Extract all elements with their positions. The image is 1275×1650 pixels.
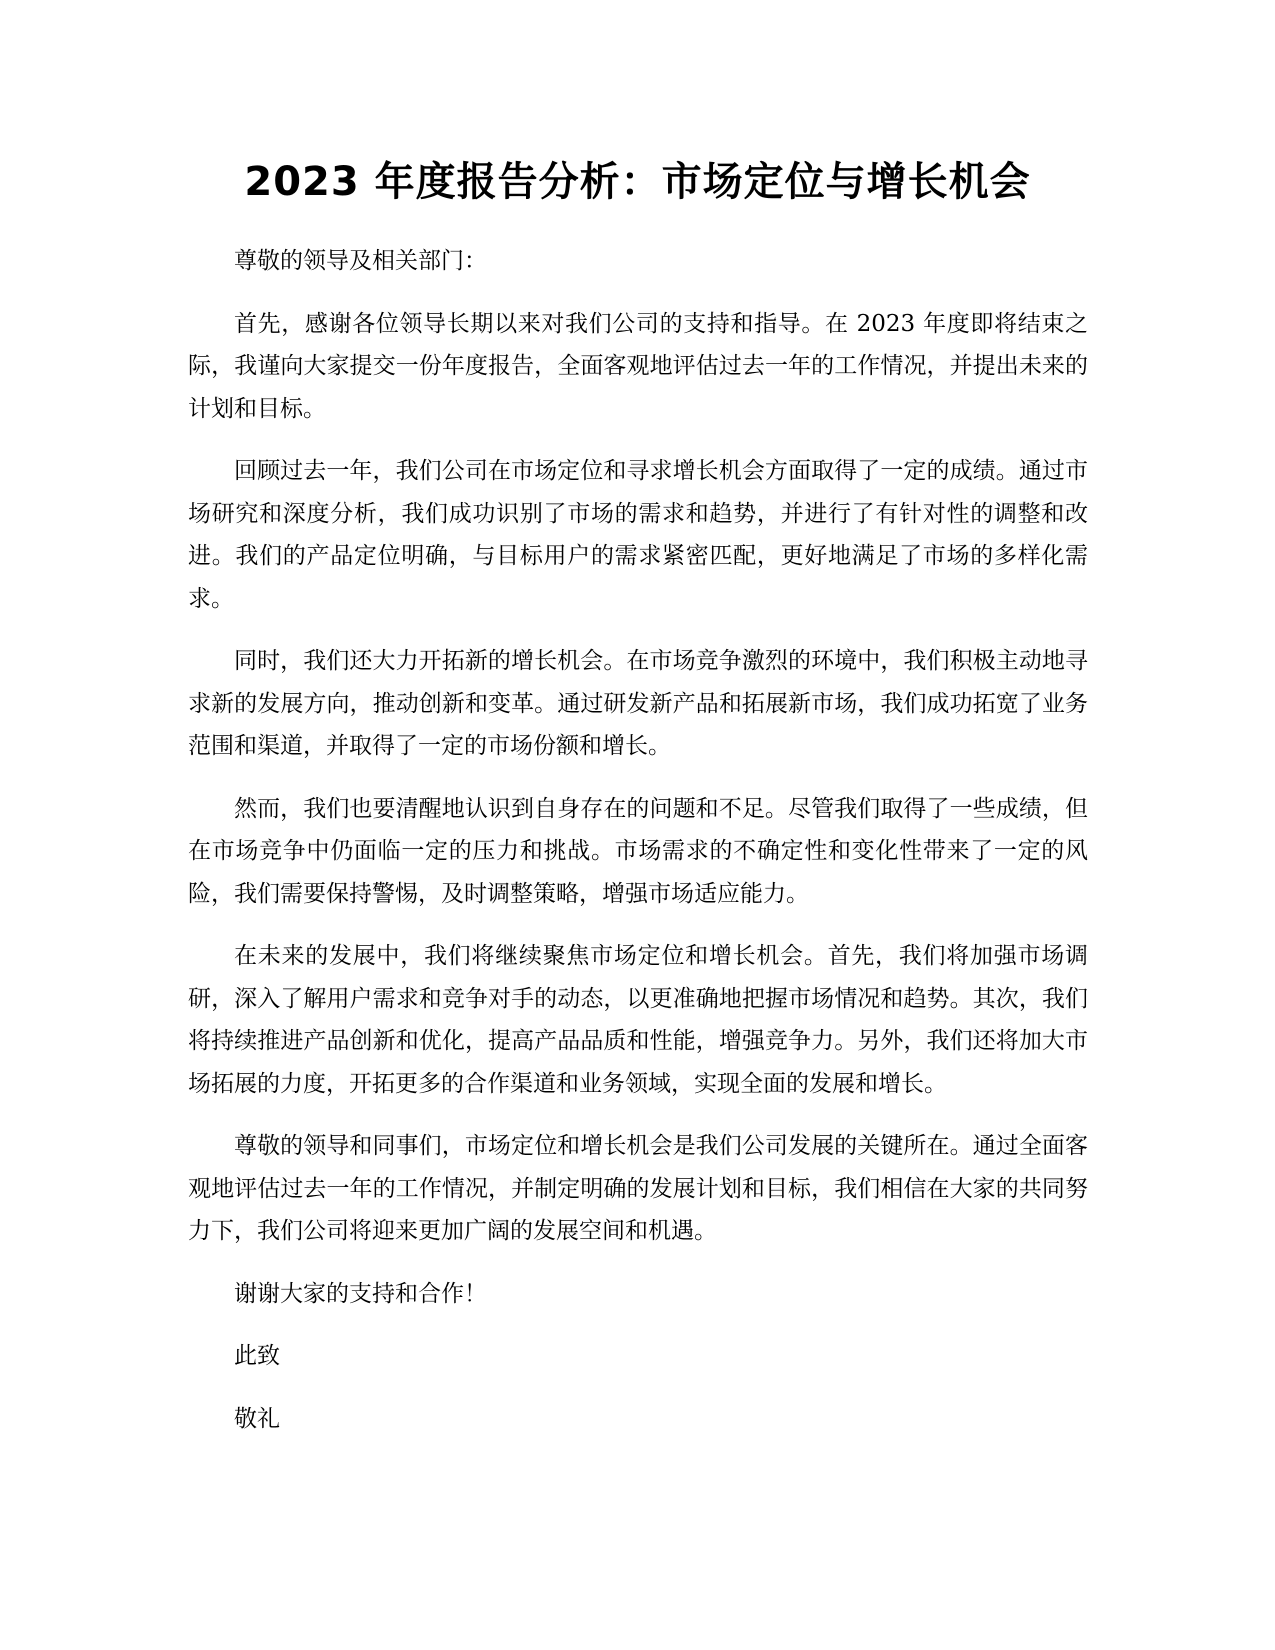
paragraph-growth: 同时，我们还大力开拓新的增长机会。在市场竞争激烈的环境中，我们积极主动地寻求新的发展方向，推动创新和变革。通过研发新产品和拓展新市场，我们成功拓宽了业务范围和渠道，并取得了一定的市场份额和增长。 <box>188 648 1088 759</box>
thanks-line: 谢谢大家的支持和合作！ <box>234 1280 487 1307</box>
paragraph-review: 回顾过去一年，我们公司在市场定位和寻求增长机会方面取得了一定的成绩。通过市场研究和深度分析，我们成功识别了市场的需求和趋势，并进行了有针对性的调整和改进。我们的产品定位明确，与目标用户的需求紧密匹配，更好地满足了市场的多样化需求。 <box>188 458 1088 612</box>
paragraph-future: 在未来的发展中，我们将继续聚焦市场定位和增长机会。首先，我们将加强市场调研，深入了解用户需求和竞争对手的动态，以更准确地把握市场情况和趋势。其次，我们将持续推进产品创新和优化，提高产品品质和性能，增强竞争力。另外，我们还将加大市场拓展的力度，开拓更多的合作渠道和业务领域，实现全面的发展和增长。 <box>188 943 1088 1097</box>
regards-line: 敬礼 <box>234 1405 280 1432</box>
paragraph-intro: 首先，感谢各位领导长期以来对我们公司的支持和指导。在 2023 年度即将结束之际，我谨向大家提交一份年度报告，全面客观地评估过去一年的工作情况，并提出未来的计划和目标。 <box>188 310 1088 422</box>
paragraph-challenges: 然而，我们也要清醒地认识到自身存在的问题和不足。尽管我们取得了一些成绩，但在市场竞争中仍面临一定的压力和挑战。市场需求的不确定性和变化性带来了一定的风险，我们需要保持警惕，及时调整策略，增强市场适应能力。 <box>188 795 1088 907</box>
document-title: 2023 年度报告分析：市场定位与增长机会 <box>244 159 1031 205</box>
closing-line: 此致 <box>234 1343 280 1369</box>
paragraph-conclusion: 尊敬的领导和同事们，市场定位和增长机会是我们公司发展的关键所在。通过全面客观地评估过去一年的工作情况，并制定明确的发展计划和目标，我们相信在大家的共同努力下，我们公司将迎来更加广阔的发展空间和机遇。 <box>188 1133 1088 1244</box>
salutation: 尊敬的领导及相关部门： <box>234 248 487 274</box>
document-body <box>188 240 1088 1460</box>
